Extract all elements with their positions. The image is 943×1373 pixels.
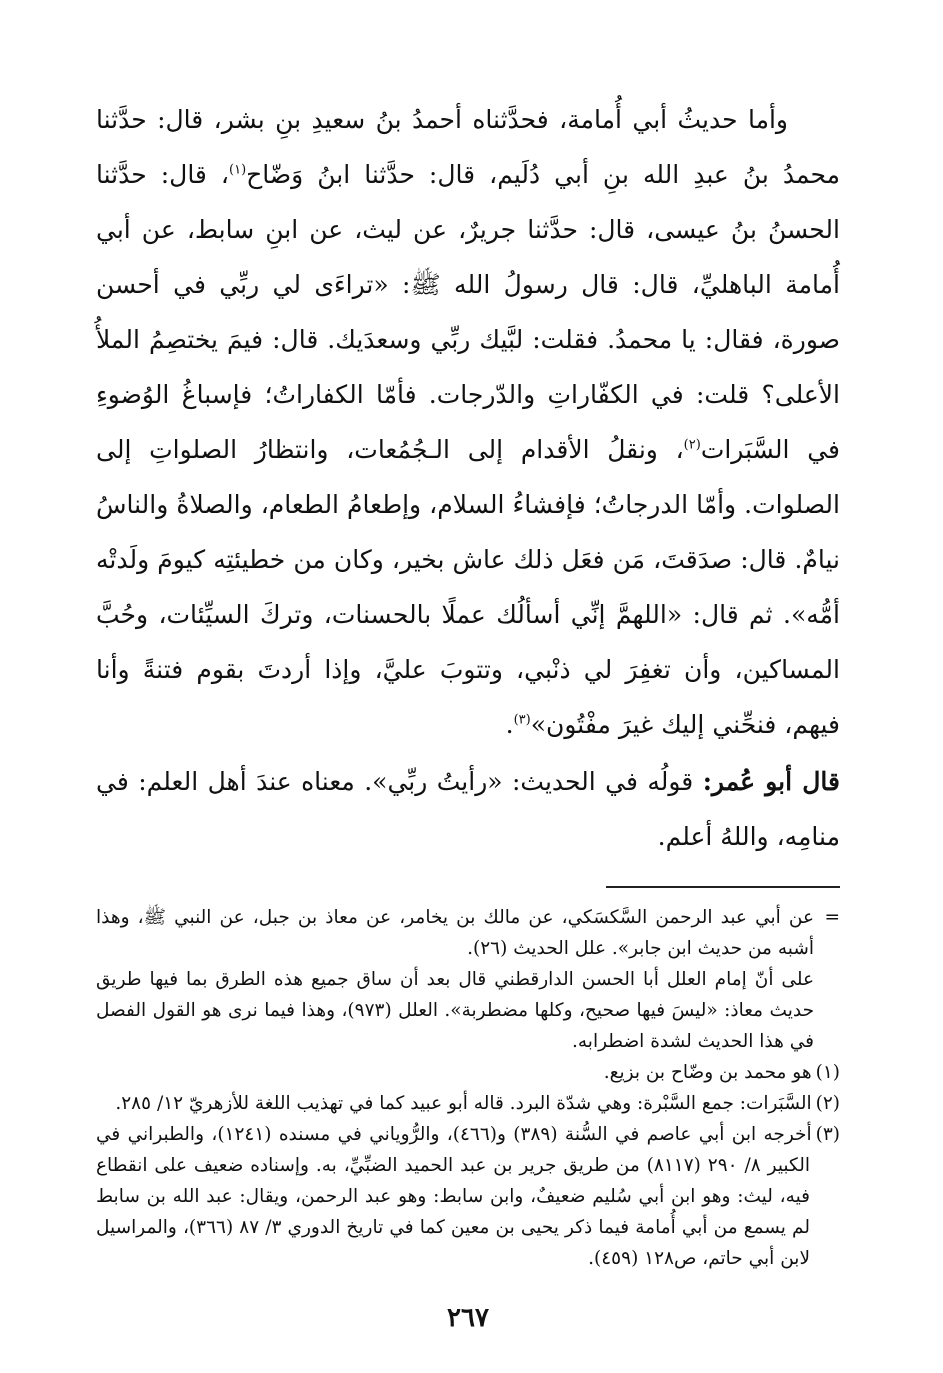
commentary-text: قولُه في الحديث: «رأيتُ ربِّي». معناه عندَ أهل العلم: في منامِه، واللهُ أعلم. xyxy=(96,767,840,851)
footnote-text: أخرجه ابن أبي عاصم في السُّنة (٣٨٩) و(٤٦٦)، والرُّوياني في مسنده (١٢٤١)، والطبراني في الكبير ٨/ ٢٩٠ (٨١١٧) من طريق جرير بن عبد الحميد الضبِّيِّ، به. وإسناده ضعيف على انقطاع فيه، ليث: وهو ابن أبي سُليم ضعيفٌ، وابن سابط: وهو عبد الرحمن، ويقال: عبد الله بن سابط لم يسمع من أبي أُمامة فيما ذكر يحيى بن معين كما في تاريخ الدوري ٣/ ٨٧ (٣٦٦)، والمراسيل لابن أبي حاتم، ص١٢٨ (٤٥٩). xyxy=(96,1124,812,1269)
footnote-ref-1[interactable]: (١) xyxy=(229,162,247,178)
continuation-text-2: على أنّ إمام العلل أبا الحسن الدارقطني قال بعد أن ساق جميع هذه الطرق بما فيها طريق حديث معاذ: «ليسَ فيها صحيح، وكلها مضطربة». العلل (٩٧٣)، وهذا فيما نرى هو القول الفصل في هذا الحديث لشدة اضطرابه. xyxy=(96,969,814,1052)
footnote-item-2 xyxy=(96,1088,840,1119)
footnote-divider xyxy=(606,886,840,888)
hadith-text-end: . xyxy=(505,710,514,739)
footnotes xyxy=(96,902,840,1274)
continuation-mark: = xyxy=(824,907,840,928)
main-text xyxy=(96,92,840,864)
page-number: ٢٦٧ xyxy=(447,1303,489,1333)
hadith-text-part-3: ، ونقلُ الأقدام إلى الـجُمُعات، وانتظارُ الصلواتِ إلى الصلوات. وأمّا الدرجاتُ؛ فإفشاءُ السلام، وإطعامُ الطعام، والصلاةُ والناسُ نيامٌ. قال: صدَقتَ، مَن فعَل ذلك عاش بخير، وكان من خطيئتِه كيومَ ولَدتْه أمُّه». ثم قال: «اللهمَّ إنِّي أسألُك عملًا بالحسنات، وتركَ السيِّئات، وحُبَّ المساكين، وأن تغفِرَ لي ذنْبي، وتتوبَ عليَّ، وإذا أردتَ بقوم فتنةً وأنا فيهم، فنحِّني إليك غيرَ مفْتُون» xyxy=(96,435,840,739)
commentary-paragraph xyxy=(96,754,840,864)
footnote-number: (٣) xyxy=(815,1124,841,1145)
hadith-paragraph xyxy=(96,92,840,752)
footnote-ref-2[interactable]: (٢) xyxy=(683,437,701,453)
continuation-text: عن أبي عبد الرحمن السَّكسَكي، عن مالك بن يخامر، عن معاذ بن جبل، عن النبي ﷺ، وهذا أشبه من حديث ابن جابر». علل الحديث (٢٦). xyxy=(96,907,814,959)
footnote-number: (٢) xyxy=(815,1093,840,1114)
footnote-number: (١) xyxy=(815,1062,840,1083)
hadith-text-part-2: ، قال: حدَّثنا الحسنُ بنُ عيسى، قال: حدَّثنا جريرٌ، عن ليث، عن ابنِ سابط، عن أبي أُمامة الباهليِّ، قال: قال رسولُ الله ﷺ: «تراءَى لي ربِّي في أحسن صورة، فقال: يا محمدُ. فقلت: لبَّيك ربِّي وسعدَيك. قال: فيمَ يختصِمُ الملأُ الأعلى؟ قلت: في الكفّاراتِ والدّرجات. فأمّا الكفاراتُ؛ فإسباغُ الوُضوءِ في السَّبَرات xyxy=(96,160,841,464)
footnote-text: السَّبَرات: جمع السَّبْرة: وهي شدّة البرد. قاله أبو عبيد كما في تهذيب اللغة للأزهريّ ١٢/ ٢٨٥. xyxy=(115,1093,812,1114)
footnote-text: هو محمد بن وضّاح بن بزيع. xyxy=(603,1062,812,1083)
footnote-item-1 xyxy=(96,1057,840,1088)
footnote-continuation xyxy=(96,902,840,964)
footnote-item-3 xyxy=(96,1119,840,1274)
footnote-ref-3[interactable]: (٣) xyxy=(513,712,531,728)
commentator-name: قال أبو عُمر: xyxy=(702,767,840,796)
hadith-text-part-1: وأما حديثُ أبي أُمامة، فحدَّثناه أحمدُ بنُ سعيدِ بنِ بشر، قال: حدَّثنا محمدُ بنُ عبدِ الله بنِ أبي دُلَيم، قال: حدَّثنا ابنُ وَضّاح xyxy=(96,105,840,189)
footnote-continuation-2 xyxy=(96,964,840,1057)
book-page xyxy=(96,92,840,1333)
